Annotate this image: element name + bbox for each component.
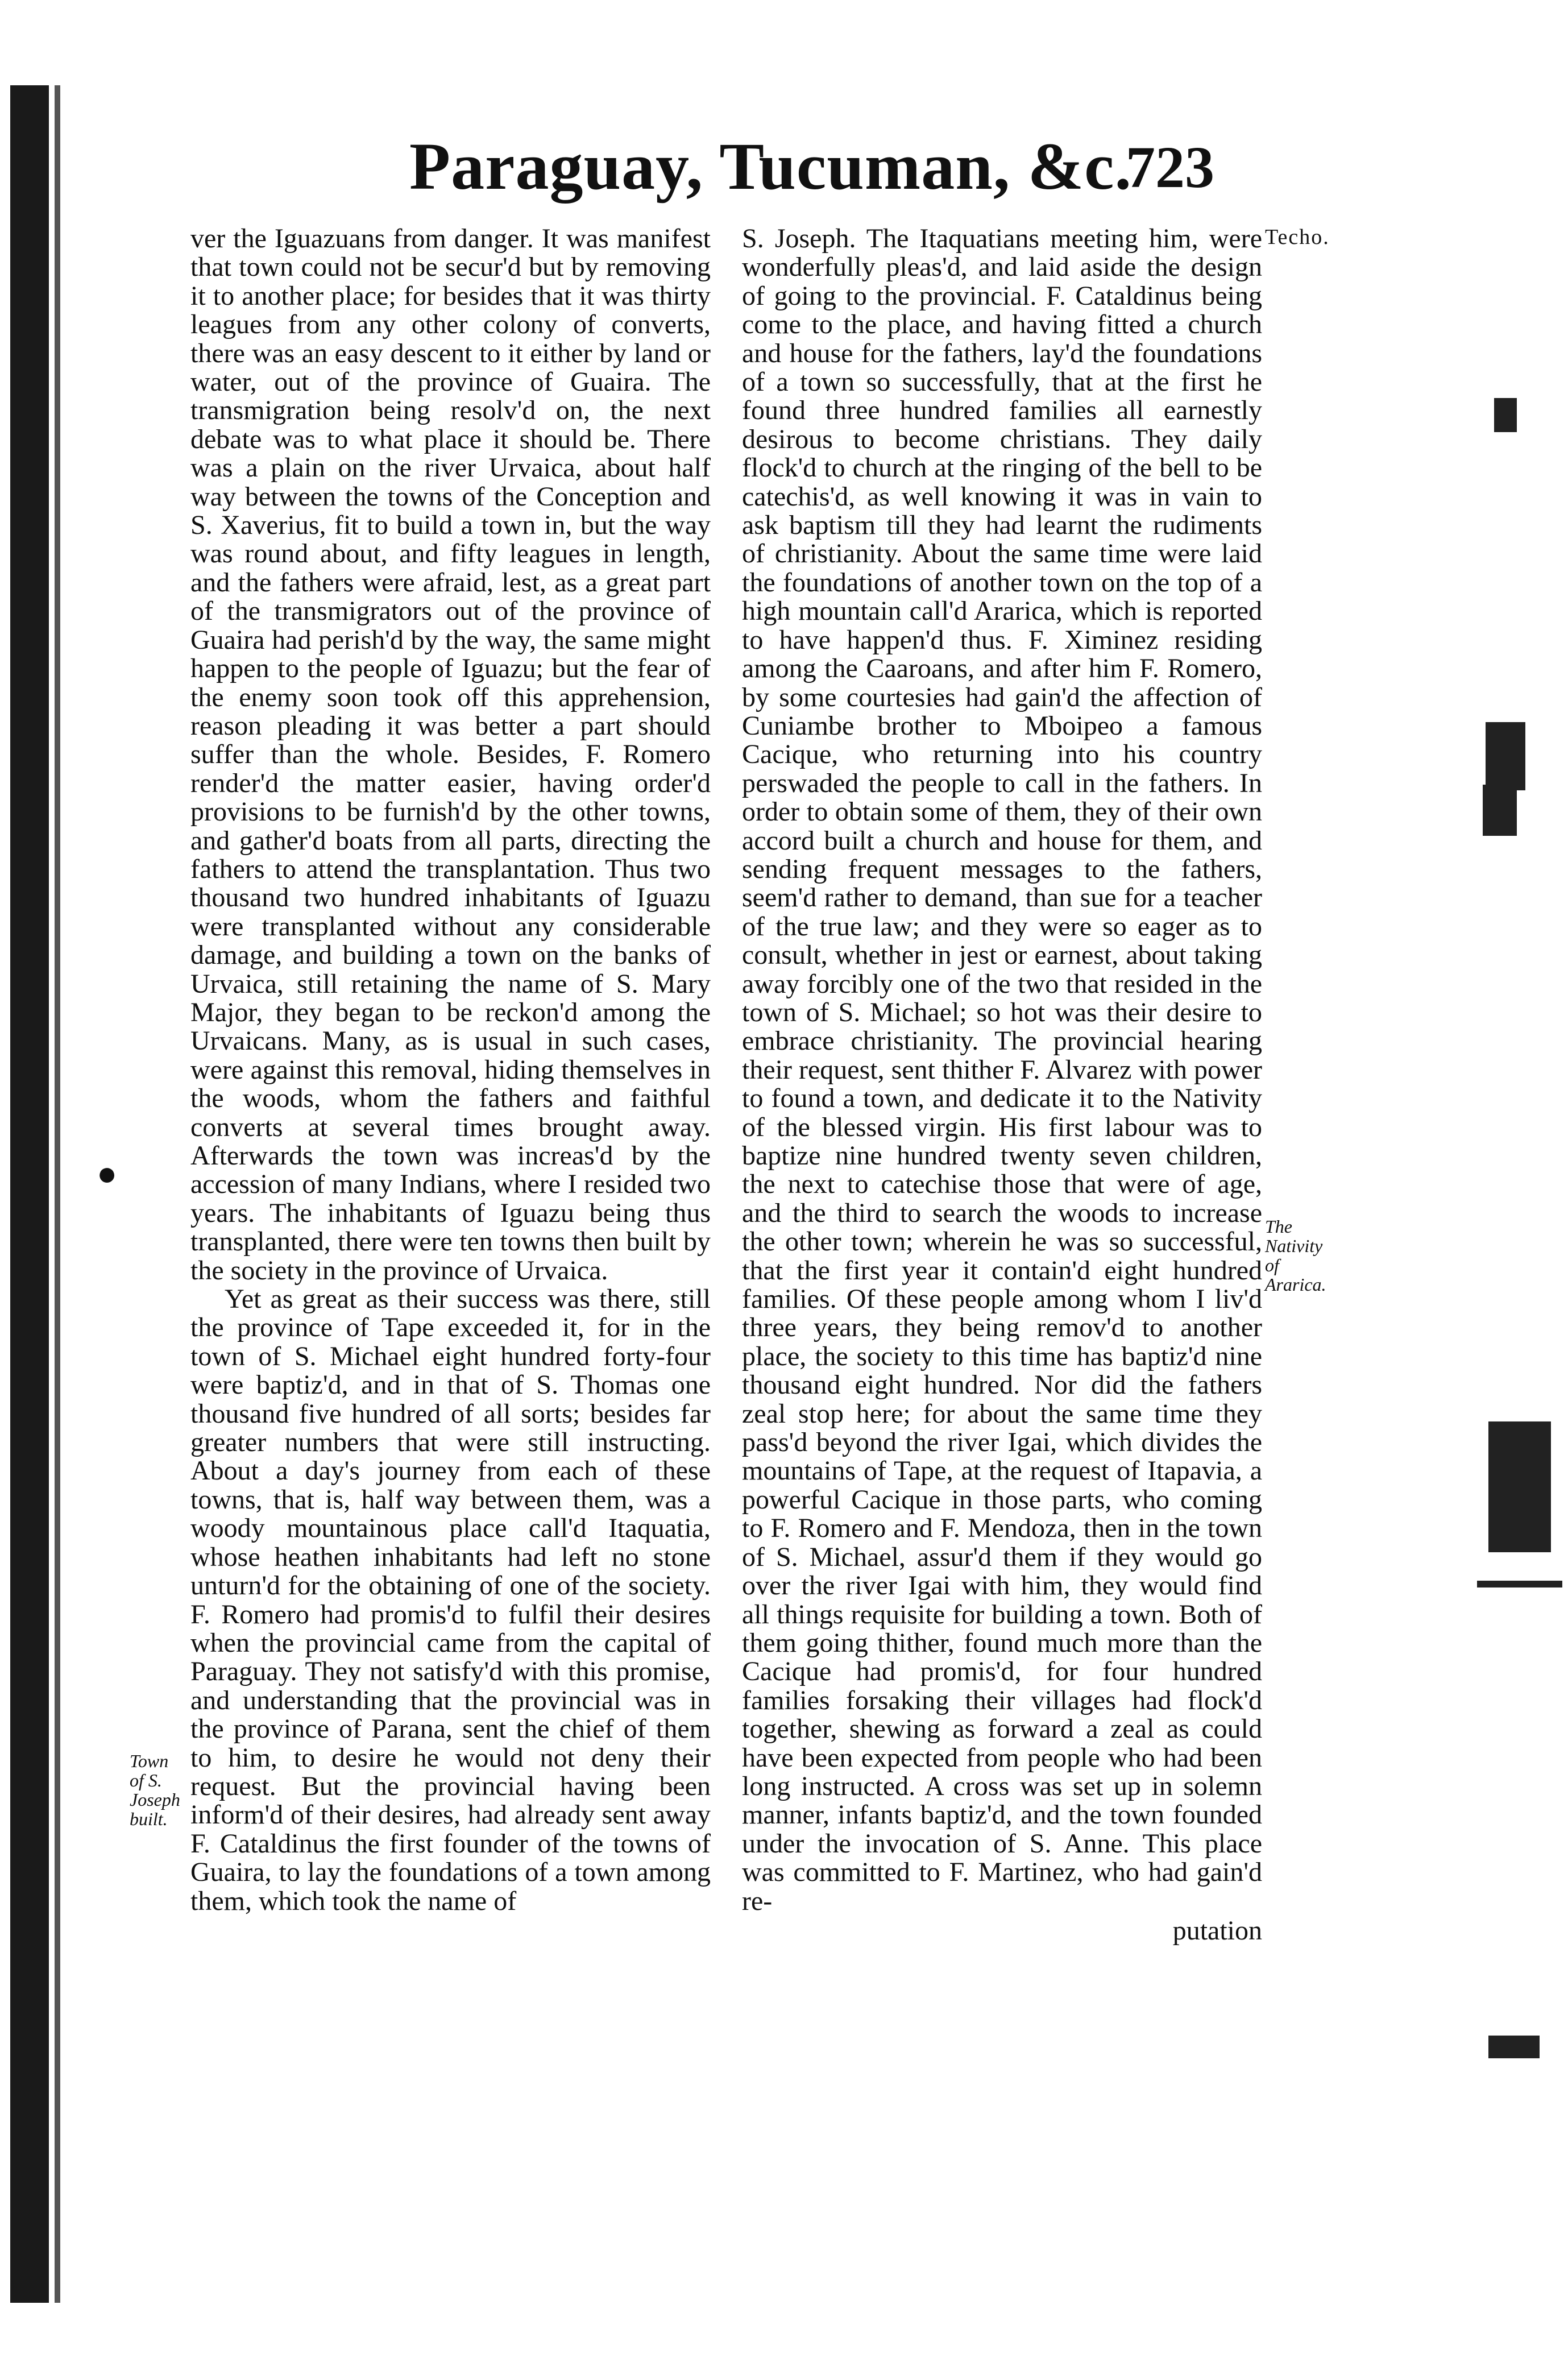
spine-dark-band (10, 85, 49, 2303)
page-header (0, 128, 1568, 219)
running-title: Paraguay, Tucuman, &c. (409, 129, 1133, 204)
edge-smudge (1477, 1581, 1562, 1588)
catchword: putation (1172, 1915, 1262, 1946)
edge-smudge (1483, 785, 1517, 836)
margin-note-techo: Techo. (1265, 225, 1330, 249)
paragraph: S. Joseph. The Itaquatians meeting him, were wonderfully pleas'd, and laid aside the design of going to the provincial. F. Cataldinus being come to the place, and having fitted a church and house for the fathers, lay'd the foundations of a town so successfully, that at the first he found three hundred families all earnestly desirous to become christians. They daily flock'd to church at the ringing of the bell to be catechis'd, as well knowing it was in vain to ask baptism till they had learnt the rudiments of christianity. About the same time were laid the foundations of another town on the top of a high mountain call'd Ararica, which is reported to have happen'd thus. F. Ximinez residing among the Caaroans, and after him F. Romero, by some courtesies had gain'd the affection of Cuniambe brother to Mboipeo a famous Cacique, who returning into his country perswaded the people to call in the fathers. In order to obtain some of them, they of their own accord built a church and house for them, and sending frequent messages to the fathers, seem'd rather to demand, than sue for a teacher of the true law; and they were so eager as to consult, whether in jest or earnest, about taking away forcibly one of the two that resided in the town of S. Michael; so hot was their desire to embrace christianity. The provincial hearing their request, sent thither F. Alvarez with power to found a town, and dedicate it to the Nativity of the blessed virgin. His first labour was to baptize nine hundred twenty seven children, the next to catechise those that were of age, and the third to search the woods to increase the other town; wherein he was so successful, that the first year it contain'd eight hundred families. Of these people among whom I liv'd three years, they being remov'd to another place, the society to this time has baptiz'd nine thousand eight hundred. Nor did the fathers zeal stop here; for about the same time they pass'd beyond the river Igai, which divides the mountains of Tape, at the request of Itapavia, a powerful Cacique in those parts, who coming to F. Romero and F. Mendoza, then in the town of S. Michael, assur'd them if they would go over the river Igai with him, they would find all things requisite for building a town. Both of them going thither, found much more than the Cacique had promis'd, for four hundred families forsaking their villages had flock'd together, shewing as forward a zeal as could have been expected from people who had been long instructed. A cross was set up in solemn manner, infants baptiz'd, and the town founded under the invocation of S. Anne. This place was committed to F. Martinez, who had gain'd re- (742, 223, 1262, 1916)
edge-smudge (1494, 398, 1517, 432)
edge-smudge (1488, 2036, 1540, 2058)
ink-blot-mark: ● (97, 1155, 118, 1192)
margin-note-nativity: The Nativity of Ararica. (1265, 1216, 1326, 1295)
left-column (190, 225, 711, 1916)
page-number: 723 (1126, 135, 1214, 200)
right-column (742, 225, 1262, 1945)
paragraph: Yet as great as their success was there, still the province of Tape exceeded it, for in the town of S. Michael eight hundred forty-four were baptiz'd, and in that of S. Thomas one thousand five hundred of all sorts; besides far greater numbers that were still instructing. About a day's journey from each of these towns, that is, half way between them, was a woody mountainous place call'd Itaquatia, whose heathen inhabitants had left no stone unturn'd for the obtaining of one of the society. F. Romero had promis'd to fulfil their desires when the provincial came from the capital of Paraguay. They not satisfy'd with this promise, and understanding that the provincial was in the province of Parana, sent the chief of them to him, to desire he would not deny their request. But the provincial having been inform'd of their desires, had already sent away F. Cataldinus the first founder of the towns of Guaira, to lay the foundations of a town among them, which took the name of (190, 1284, 711, 1916)
edge-smudge (1488, 1421, 1551, 1552)
paragraph: ver the Iguazuans from danger. It was manifest that town could not be secur'd but by removing it to another place; for besides that it was thirty leagues from any other colony of converts, there was an easy descent to it either by land or water, out of the province of Guaira. The transmigration being resolv'd on, the next debate was to what place it should be. There was a plain on the river Urvaica, about half way between the towns of the Conception and S. Xaverius, fit to build a town in, but the way was round about, and fifty leagues in length, and the fathers were afraid, lest, as a great part of the transmigrators out of the province of Guaira had perish'd by the way, the same might happen to the people of Iguazu; but the fear of the enemy soon took off this apprehension, reason pleading it was better a part should suffer than the whole. Besides, F. Romero render'd the matter easier, having order'd provisions to be furnish'd by the other towns, and gather'd boats from all parts, directing the fathers to attend the transplantation. Thus two thousand two hundred inhabitants of Iguazu were transplanted without any considerable damage, and building a town on the banks of Urvaica, still retaining the name of S. Mary Major, they began to be reckon'd among the Urvaicans. Many, as is usual in such cases, were against this removal, hiding themselves in the woods, whom the fathers and faithful converts at several times brought away. Afterwards the town was increas'd by the accession of many Indians, where I resided two years. The inhabitants of Iguazu being thus transplanted, there were ten towns then built by the society in the province of Urvaica. (190, 223, 711, 1286)
edge-smudge (1486, 722, 1525, 790)
book-spine-shadow (0, 0, 68, 2375)
margin-note-town-joseph: Town of S. Joseph built. (130, 1751, 180, 1829)
spine-edge-line (55, 85, 60, 2303)
page-edge-bleedthrough (1471, 0, 1568, 2375)
